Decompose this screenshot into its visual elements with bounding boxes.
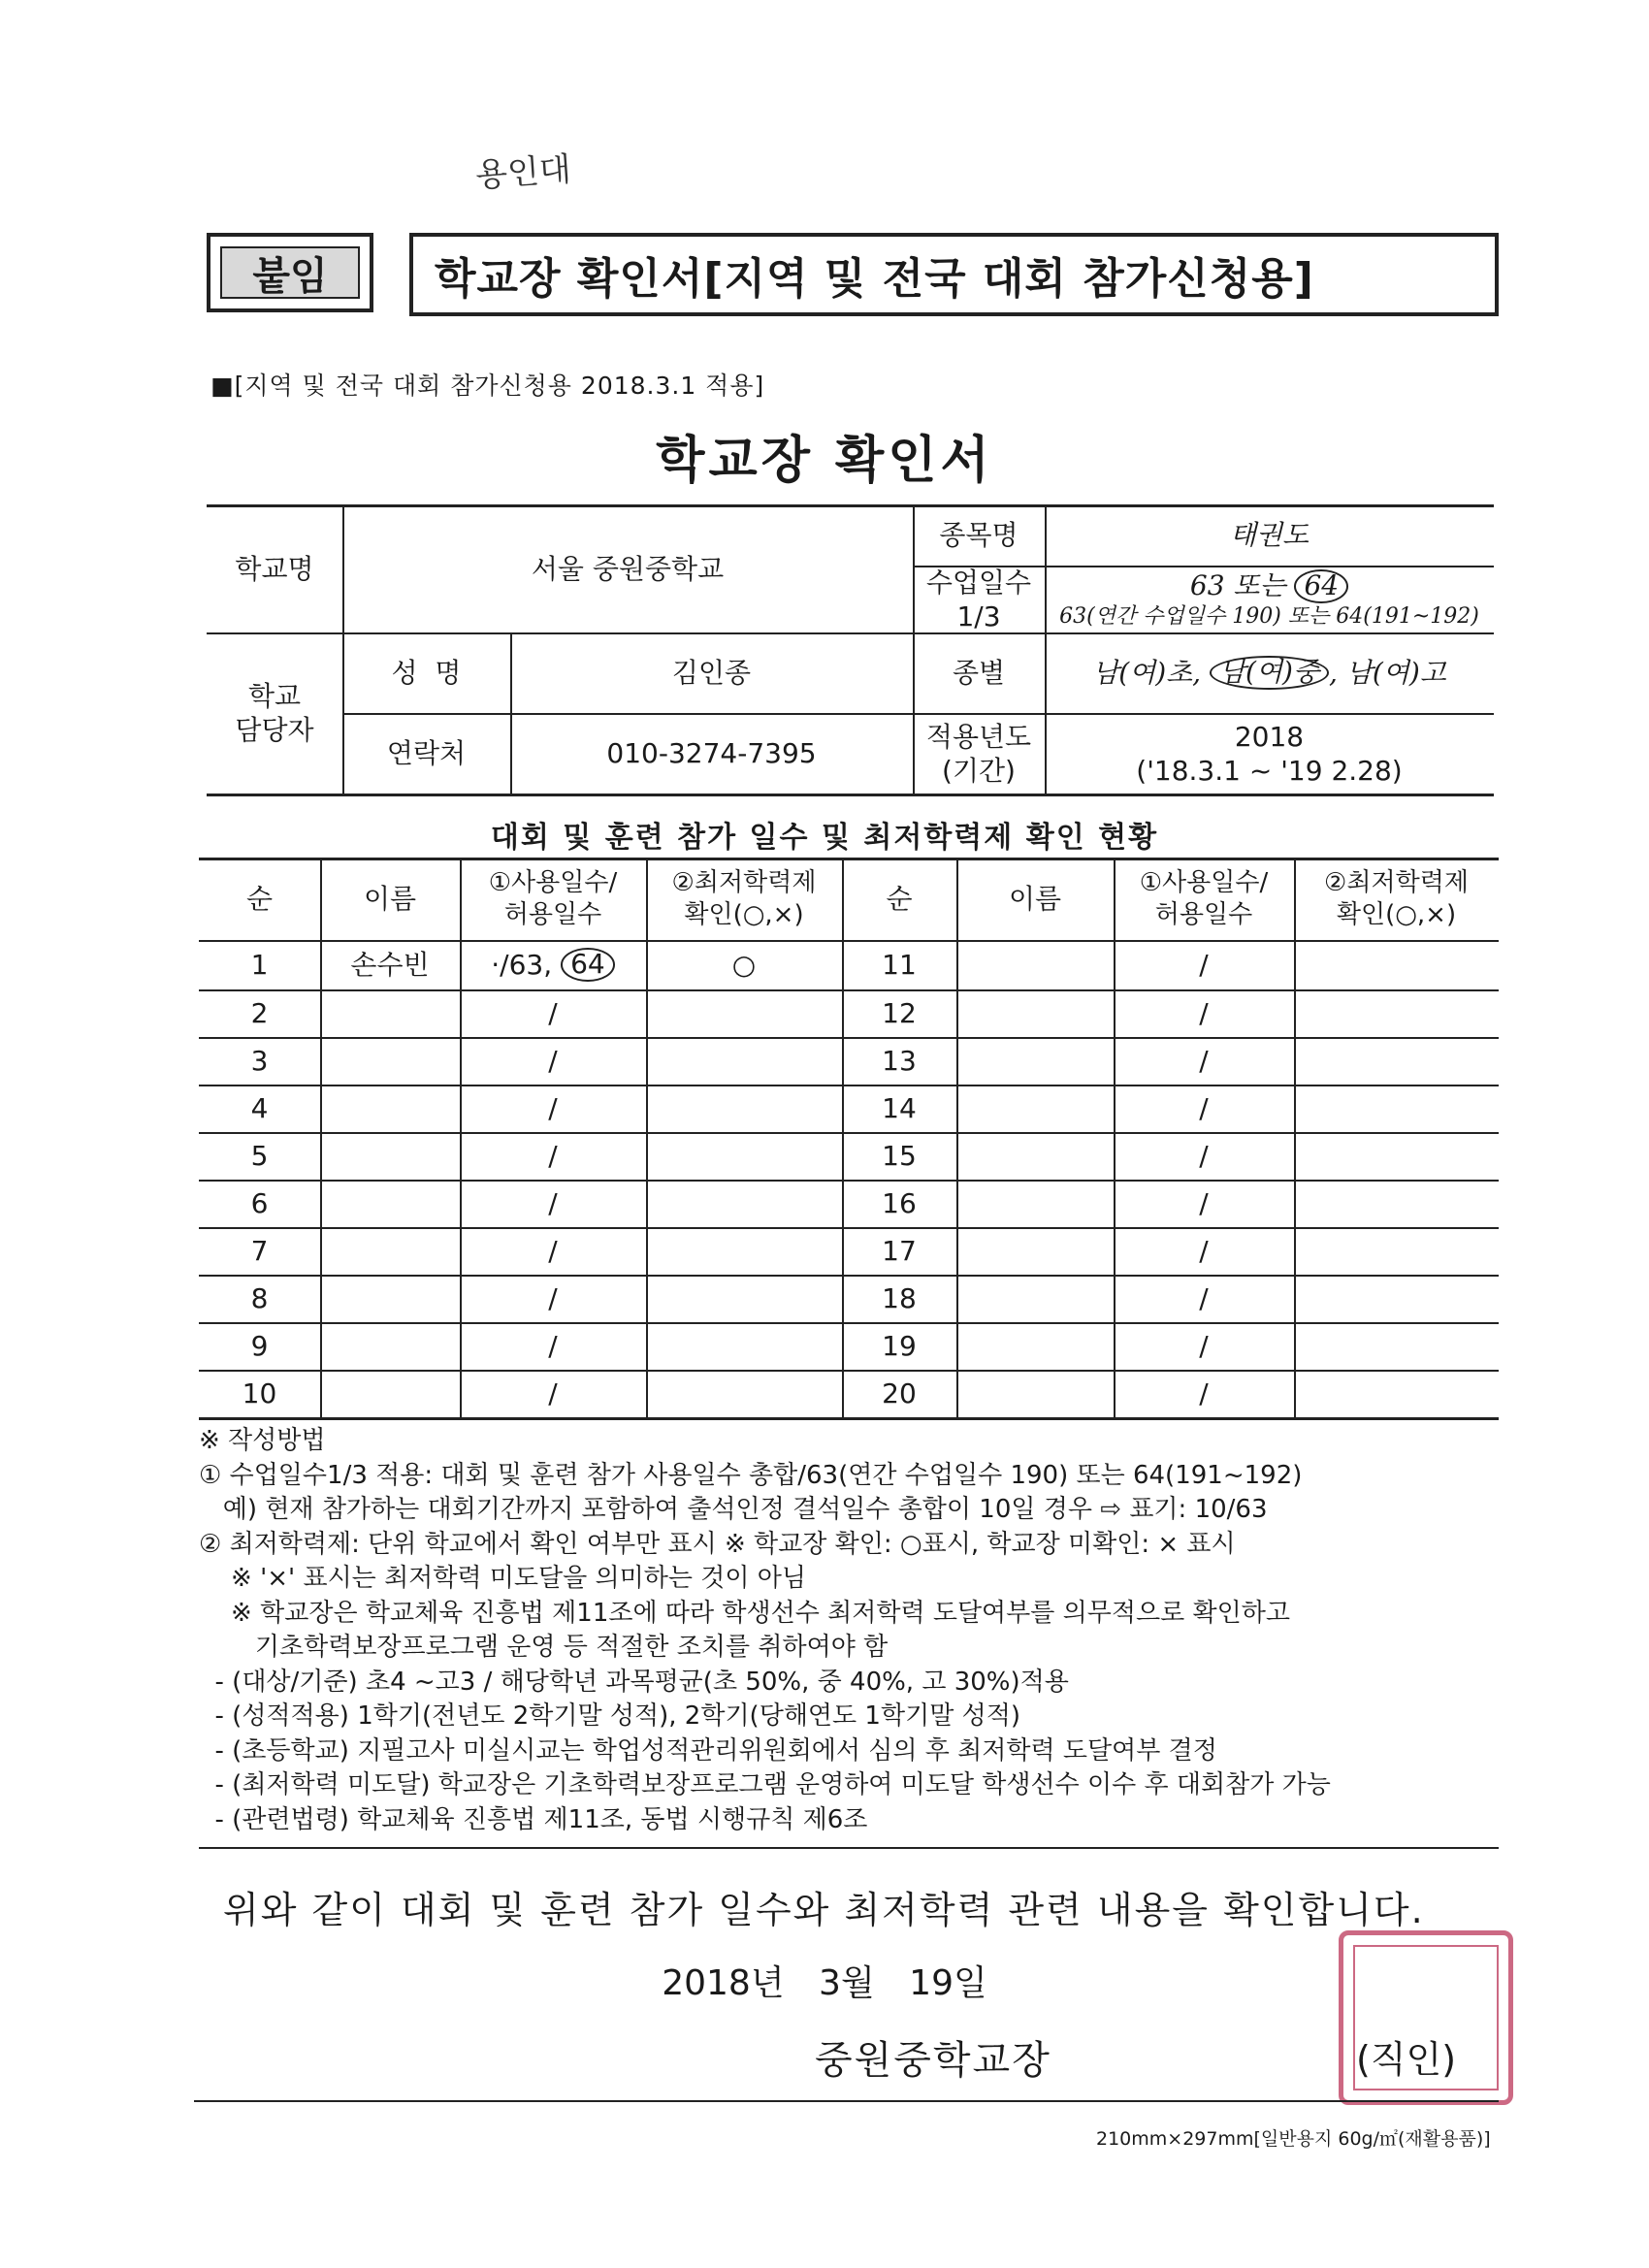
- guide-line: - (대상/기준) 초4 ~고3 / 해당학년 과목평균(초 50%, 중 40%, 고 30%)적용: [199, 1667, 1069, 1697]
- row-no: 7: [250, 1235, 269, 1267]
- attachment-tag-label: 붙임: [220, 246, 360, 299]
- row-days-slash: /: [548, 1330, 558, 1362]
- row-no: 20: [882, 1377, 917, 1409]
- sport-value: 태권도: [1229, 519, 1310, 551]
- contact-value: 010-3274-7395: [606, 737, 817, 769]
- header-days-left-line2: 허용일수: [503, 899, 602, 929]
- school-days-label-line2: 1/3: [956, 599, 1001, 632]
- row-no: 16: [882, 1187, 917, 1219]
- header-days-right-line2: 허용일수: [1154, 899, 1253, 929]
- row-1-check: ○: [731, 949, 757, 981]
- row-no: 18: [882, 1282, 917, 1314]
- row-days-slash: /: [548, 1140, 558, 1172]
- category-middle-circled: 남(여)중: [1210, 656, 1329, 690]
- header-check-right-line2: 확인(○,×): [1336, 899, 1457, 929]
- year-label: [913, 713, 1045, 794]
- year-value-period: ('18.3.1 ~ '19 2.28): [1136, 754, 1403, 787]
- row-days-slash: /: [1199, 1282, 1209, 1314]
- guide-line: - (초등학교) 지필고사 미실시교는 학업성적관리위원회에서 심의 후 최저학력 도달여부 결정: [199, 1735, 1217, 1766]
- year-value: [1045, 713, 1494, 794]
- year-label-line2: (기간): [942, 754, 1016, 787]
- row-no: 4: [250, 1092, 269, 1124]
- manager-label-line1: 학교: [247, 680, 302, 712]
- guide-line: ※ 학교장은 학교체육 진흥법 제11조에 따라 학생선수 최저학력 도달여부를 의무적으로 확인하고: [199, 1598, 1290, 1628]
- guide-line: ※ 작성방법: [199, 1426, 326, 1455]
- row-days-slash: /: [1199, 997, 1209, 1029]
- row-1-no: 1: [250, 949, 269, 981]
- guide-line: ② 최저학력제: 단위 학교에서 확인 여부만 표시 ※ 학교장 확인: ○표시, 학교장 미확인: × 표시: [199, 1529, 1236, 1559]
- row-no: 19: [882, 1330, 917, 1362]
- row-days-slash: /: [548, 1377, 558, 1409]
- guide-line: - (관련법령) 학교체육 진흥법 제11조, 동법 시행규칙 제6조: [199, 1804, 868, 1834]
- header-check-right-line1: ②최저학력제: [1324, 868, 1469, 897]
- school-days-main: [1190, 568, 1348, 603]
- header-name-right: 이름: [1008, 883, 1062, 915]
- row-days-slash: /: [548, 1235, 558, 1267]
- header-check-left-line1: ②최저학력제: [671, 868, 817, 897]
- row-no: 15: [882, 1140, 917, 1172]
- row-days-slash: /: [1199, 949, 1209, 981]
- year-label-line1: 적용년도: [925, 720, 1032, 753]
- school-days-label-line1: 수업일수: [925, 566, 1032, 599]
- header-title: 학교장 확인서[지역 및 전국 대회 참가신청용]: [409, 233, 1499, 316]
- category-elementary: 남(여)초,: [1092, 657, 1202, 689]
- row-days-slash: /: [548, 997, 558, 1029]
- row-no: 6: [250, 1187, 269, 1219]
- row-1-name: 손수빈: [350, 949, 430, 981]
- name-value: 김인종: [671, 657, 752, 689]
- row-no: 13: [882, 1045, 917, 1077]
- school-label: 학교명: [235, 552, 314, 585]
- school-days-label: [913, 566, 1045, 632]
- row-no: 17: [882, 1235, 917, 1267]
- footer-divider: [194, 2100, 1499, 2102]
- row-days-slash: /: [548, 1187, 558, 1219]
- manager-label-line2: 담당자: [235, 714, 314, 746]
- school-value: 서울 중원중학교: [531, 552, 725, 585]
- row-no: 10: [242, 1377, 277, 1409]
- row-days-slash: /: [548, 1045, 558, 1077]
- guide-line: - (최저학력 미도달) 학교장은 기초학력보장프로그램 운영하여 미도달 학생선수 이수 후 대회참가 가능: [199, 1770, 1331, 1799]
- school-days-pre: 63 또는: [1189, 568, 1286, 601]
- confirm-statement: 위와 같이 대회 및 훈련 참가 일수와 최저학력 관련 내용을 확인합니다.: [223, 1889, 1425, 1931]
- seal-label: (직인): [1356, 2038, 1457, 2081]
- header-check-right: [1294, 858, 1499, 940]
- row-1-days: [460, 940, 646, 989]
- guide-line: 기초학력보장프로그램 운영 등 적절한 조치를 취하여야 함: [199, 1633, 889, 1662]
- row-days-slash: /: [548, 1282, 558, 1314]
- school-days-detail: 63(연간 수업일수 190) 또는 64(191~192): [1059, 603, 1479, 629]
- row-no: 14: [882, 1092, 917, 1124]
- contact-label: 연락처: [386, 737, 467, 769]
- document-title: 학교장 확인서: [656, 432, 993, 490]
- year-value-year: 2018: [1234, 720, 1305, 753]
- subnote: ■[지역 및 전국 대회 참가신청용 2018.3.1 적용]: [210, 372, 765, 400]
- header-no-right: 순: [886, 883, 913, 915]
- header-no-left: 순: [245, 883, 274, 915]
- guide-line: ① 수업일수1/3 적용: 대회 및 훈련 참가 사용일수 총합/63(연간 수업일수 190) 또는 64(191~192): [199, 1460, 1303, 1490]
- school-days-circled: 64: [1294, 569, 1348, 603]
- header-days-left-line1: ①사용일수/: [488, 868, 618, 897]
- name-label: 성 명: [391, 657, 462, 689]
- handwritten-note: 용인대: [473, 149, 573, 196]
- row-days-slash: /: [1199, 1330, 1209, 1362]
- row-days-slash: /: [548, 1092, 558, 1124]
- guide-line: ※ '×' 표시는 최저학력 미도달을 의미하는 것이 아님: [199, 1564, 806, 1593]
- row-days-slash: /: [1199, 1140, 1209, 1172]
- header-check-left-line2: 확인(○,×): [684, 899, 804, 929]
- row-no: 5: [250, 1140, 269, 1172]
- row-no: 2: [250, 997, 269, 1029]
- header-check-left: [646, 858, 842, 940]
- issue-date: 2018년 3월 19일: [662, 1963, 987, 2003]
- row-1-days-circled: 64: [561, 948, 615, 982]
- sport-label: 종목명: [939, 519, 1018, 551]
- writing-guide: [199, 1424, 1499, 1837]
- header-name-left: 이름: [363, 883, 417, 915]
- category-value: [1045, 632, 1494, 713]
- attachment-tag: [207, 233, 373, 312]
- row-no: 3: [250, 1045, 269, 1077]
- row-days-slash: /: [1199, 1092, 1209, 1124]
- row-no: 12: [882, 997, 917, 1029]
- guide-line: 예) 현재 참가하는 대회기간까지 포함하여 출석인정 결석일수 총합이 10일 경우 ⇨ 표기: 10/63: [199, 1495, 1268, 1524]
- row-no: 11: [882, 949, 917, 981]
- row-days-slash: /: [1199, 1235, 1209, 1267]
- manager-label: [207, 632, 342, 794]
- row-no: 8: [250, 1282, 269, 1314]
- row-days-slash: /: [1199, 1377, 1209, 1409]
- category-high: , 남(여)고: [1329, 657, 1446, 689]
- section-title: 대회 및 훈련 참가 일수 및 최저학력제 확인 현황: [490, 821, 1159, 855]
- school-days-value: [1045, 566, 1494, 632]
- header-days-right-line1: ①사용일수/: [1139, 868, 1269, 897]
- row-days-slash: /: [1199, 1045, 1209, 1077]
- principal-name: 중원중학교장: [815, 2038, 1051, 2083]
- category-label: 종별: [952, 657, 1006, 689]
- row-days-slash: /: [1199, 1187, 1209, 1219]
- header-days-right: [1114, 858, 1294, 940]
- row-1-days-pre: ·/63,: [491, 949, 553, 981]
- guide-line: - (성적적용) 1학기(전년도 2학기말 성적), 2학기(당해연도 1학기말 성적): [199, 1701, 1020, 1731]
- paper-spec: 210mm×297mm[일반용지 60g/㎡(재활용품)]: [1096, 2128, 1491, 2150]
- notes-divider: [199, 1847, 1499, 1849]
- row-no: 9: [250, 1330, 269, 1362]
- header-days-left: [460, 858, 646, 940]
